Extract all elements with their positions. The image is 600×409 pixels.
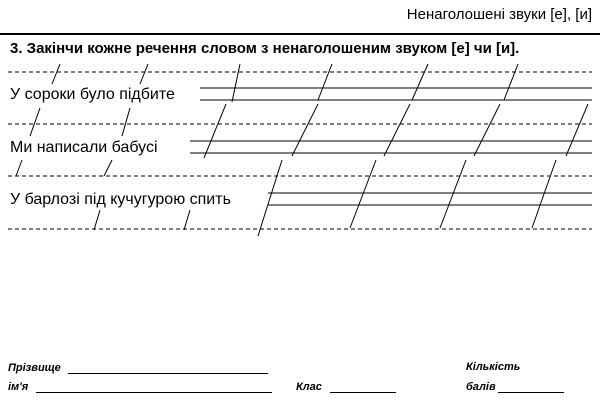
task-instruction: 3. Закінчи кожне речення словом з ненаголошеним звуком [е] чи [и]. <box>10 40 520 57</box>
slant-line <box>184 210 190 230</box>
surname-field[interactable] <box>68 373 268 374</box>
slant-line <box>292 104 318 156</box>
slant-line <box>318 64 332 100</box>
slant-line <box>412 64 428 100</box>
slant-line <box>94 210 100 230</box>
name-label: ім'я <box>8 381 29 393</box>
slant-line <box>258 160 282 236</box>
slant-line <box>122 108 130 136</box>
score-field[interactable] <box>498 392 564 393</box>
slant-line <box>16 160 22 176</box>
score-label-line1: Кількість <box>466 361 521 373</box>
slant-line <box>232 64 240 102</box>
slant-line <box>504 64 518 100</box>
slant-line <box>566 104 588 156</box>
slant-line <box>52 64 60 84</box>
slant-line <box>204 104 226 158</box>
slant-line <box>532 160 556 228</box>
sentence-2: Ми написали бабусі <box>10 139 158 156</box>
sentence-1: У сороки було підбите <box>10 86 175 103</box>
name-field[interactable] <box>36 392 272 393</box>
class-label: Клас <box>296 381 322 393</box>
score-label-line2: балів <box>466 381 496 393</box>
slant-line <box>474 104 500 156</box>
slant-line <box>104 160 112 176</box>
sentence-3: У барлозі під кучугурою спить <box>10 191 231 208</box>
slant-line <box>440 160 466 228</box>
page-header-title: Ненаголошені звуки [е], [и] <box>406 6 592 23</box>
slant-line <box>350 160 376 228</box>
slant-line <box>384 104 410 156</box>
slant-line <box>140 64 148 84</box>
slant-line <box>30 108 40 136</box>
surname-label: Прізвище <box>8 362 61 374</box>
class-field[interactable] <box>330 392 396 393</box>
